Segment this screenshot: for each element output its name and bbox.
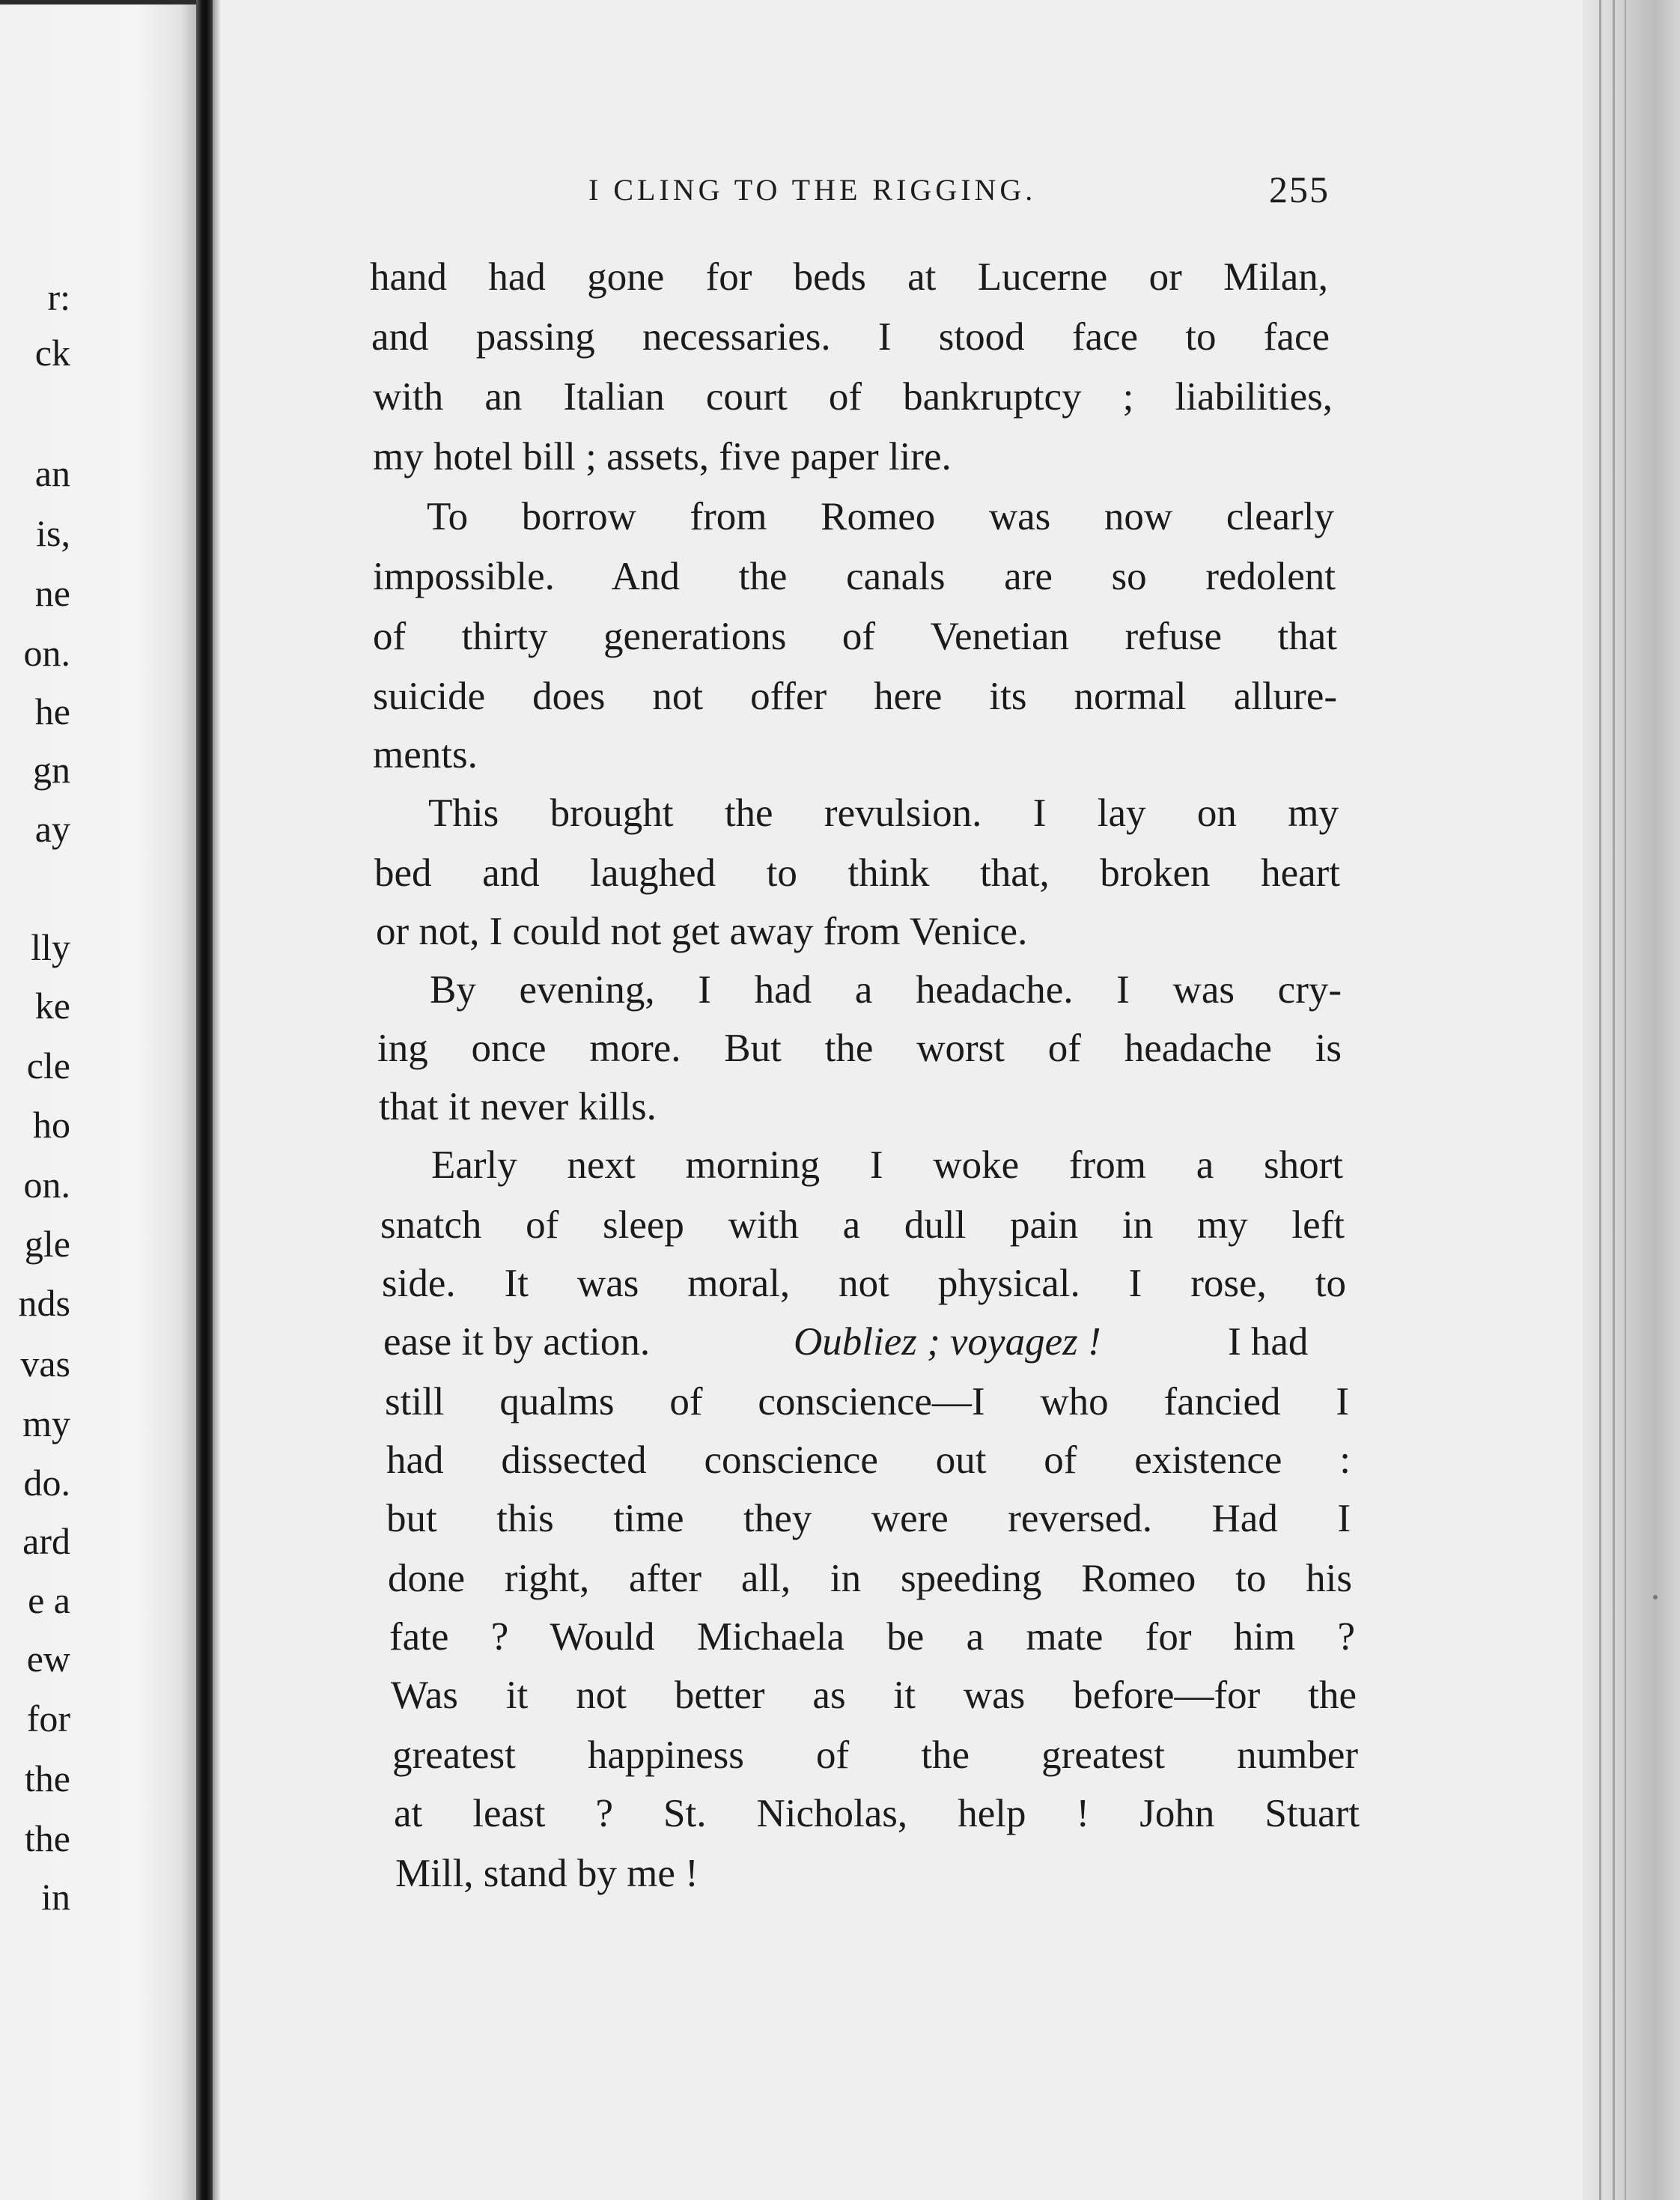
text-line: ing once more. But the worst of headache is [377,1027,1342,1070]
text-line: still qualms of conscience—I who fancied I [385,1380,1349,1423]
text-line: of thirty generations of Venetian refuse that [373,615,1337,658]
text-line: hand had gone for beds at Lucerne or Milan, [370,255,1328,299]
page-top-shadow [0,0,196,4]
facing-page-fragment: r: [47,276,70,318]
page-edge-line [1599,0,1601,2200]
text-line: bed and laughed to think that, broken heart [374,851,1340,895]
facing-page-fragment: he [34,690,70,732]
text-line: This brought the revulsion. I lay on my [428,791,1339,835]
text-line: and passing necessaries. I stood face to face [371,315,1330,359]
text-line: To borrow from Romeo was now clearly [427,495,1334,538]
facing-page-fragment: ew [26,1638,70,1680]
facing-page-fragment: ay [34,808,70,850]
page-number: 255 [1269,168,1330,210]
facing-page-fragment: ne [34,572,70,614]
text-line: had dissected conscience out of existence : [386,1438,1351,1482]
page-edge-line [1625,0,1626,2200]
facing-page-fragment: ke [34,985,70,1027]
facing-page-fragment: vas [20,1343,70,1385]
facing-page-fragment: lly [31,926,70,968]
facing-page-fragment: on. [23,1164,70,1206]
page-edge-line [1613,0,1615,2200]
text-line: ments. [373,733,478,777]
text-line: ease it by action. [383,1320,651,1364]
facing-page-fragment: ho [33,1104,70,1146]
facing-page-fragment: is, [36,512,70,554]
facing-page-fragment: on. [23,632,70,674]
facing-page-fragment: do. [23,1462,70,1504]
text-line: fate ? Would Michaela be a mate for him ? [389,1615,1355,1659]
text-line: side. It was moral, not physical. I rose, to [382,1262,1346,1305]
facing-page-edge [0,0,196,2200]
facing-page-fragment: the [24,1817,70,1859]
text-line: suicide does not offer here its normal allure- [373,675,1337,718]
facing-page-fragment: e a [28,1579,70,1621]
text-line: By evening, I had a headache. I was cry- [430,968,1342,1012]
scan-speck [1653,1595,1658,1599]
facing-page-fragment: my [22,1403,70,1444]
facing-page-fragment: cle [26,1045,70,1087]
facing-page-fragment: ck [34,332,70,374]
text-line: Mill, stand by me ! [395,1852,699,1895]
text-line: Early next morning I woke from a short [431,1143,1343,1187]
page-stack-edge [1583,0,1680,2200]
text-line: impossible. And the canals are so redolent [373,555,1336,598]
text-line: my hotel bill ; assets, five paper lire. [373,435,952,478]
text-line: or not, I could not get away from Venice. [376,910,1028,953]
facing-page-fragment: in [41,1876,70,1918]
text-line: Was it not better as it was before—for the [391,1674,1357,1717]
facing-page-fragment: an [34,452,70,494]
facing-page-fragment: ard [22,1520,70,1562]
text-line: done right, after all, in speeding Romeo to his [388,1557,1352,1600]
text-line: greatest happiness of the greatest number [392,1733,1358,1777]
text-line: I had [1228,1320,1309,1364]
facing-page-fragment: the [24,1757,70,1799]
text-line: at least ? St. Nicholas, help ! John Stuart [394,1792,1360,1835]
gutter-highlight [213,0,220,2200]
facing-page-fragment: for [26,1698,70,1739]
italic-phrase: Oubliez ; voyagez ! [794,1320,1101,1364]
text-line: that it never kills. [379,1085,657,1128]
facing-page-fragment: nds [18,1282,70,1324]
text-line: with an Italian court of bankruptcy ; liabilities, [373,375,1333,419]
text-line: but this time they were reversed. Had I [386,1497,1351,1540]
facing-page-fragment: gn [33,749,70,791]
running-head [588,168,1330,213]
text-line: snatch of sleep with a dull pain in my left [380,1203,1345,1247]
facing-page-fragment: gle [24,1223,70,1265]
chapter-title: I CLING TO THE RIGGING. [588,173,1037,207]
book-spine-shadow [196,0,213,2200]
